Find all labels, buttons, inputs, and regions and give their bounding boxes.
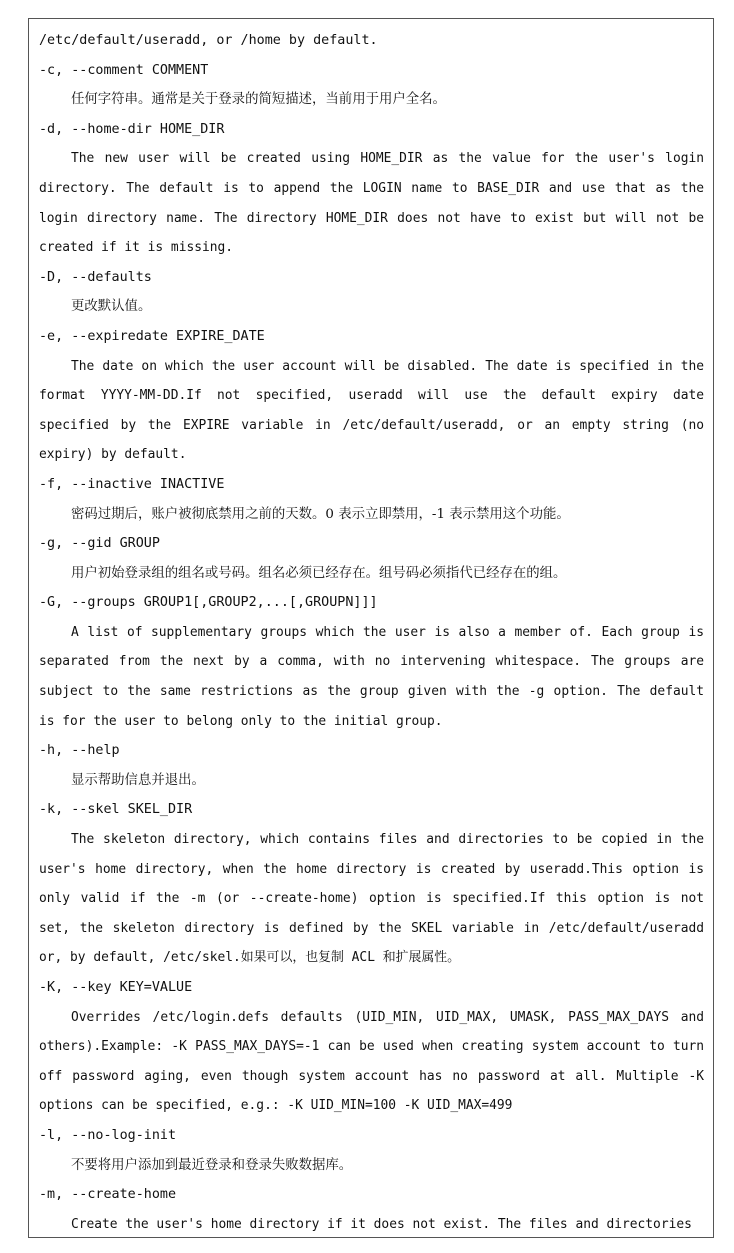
option-description: Overrides /etc/login.defs defaults (UID_MIN, UID_MAX, UMASK, PASS_MAX_DAYS and others).Example: -K PASS_MAX_DAYS=-1 can be used when creating system account to turn off password aging, even though system account has no password at all. Multiple -K options can be specified, e.g.: -K UID_MIN=100 -K UID_MAX=499 [39,1009,704,1114]
option-heading: -D, --defaults [39,269,152,285]
option-heading: -K, --key KEY=VALUE [39,980,193,995]
option-heading: -g, --gid GROUP [39,536,160,552]
option-description-zh: 不要将用户添加到最近登录和登录失败数据库。 [71,1157,353,1173]
option-description-zh: 用户初始登录组的组名或号码。组名必须已经存在。组号码必须指代已经存在的组。 [71,565,567,581]
option-heading: -G, --groups GROUP1[,GROUP2,...[,GROUPN]]] [39,595,378,611]
option-description-zh: 更改默认值。 [71,299,152,315]
option-heading: -l, --no-log-init [39,1127,177,1143]
option-description: Create the user's home directory if it does not exist. The files and directories [71,1216,692,1232]
option-description: A list of supplementary groups which the user is also a member of. Each group is separated from the next by a comma, with no intervening whitespace. The groups are subject to the same restrictions as the group given with the -g option. The default is for the user to belong only to the initial group. [39,624,704,729]
option-description: The date on which the user account will be disabled. The date is specified in the format YYYY-MM-DD.If not specified, useradd will use the default expiry date specified by the EXPIRE variable in /etc/default/useradd, or an empty string (no expiry) by default. [39,358,704,463]
option-heading: -c, --comment COMMENT [39,62,209,78]
option-heading: -f, --inactive INACTIVE [39,476,225,492]
option-heading: -m, --create-home [39,1187,177,1203]
option-heading: -h, --help [39,743,120,759]
document-page [28,18,714,1238]
option-description: The new user will be created using HOME_DIR as the value for the user's login directory. The default is to append the LOGIN name to BASE_DIR and use that as the login directory name. The directory HOME_DIR does not have to exist but will not be created if it is missing. [39,151,704,256]
option-description-zh: 任何字符串。通常是关于登录的简短描述，当前用于用户全名。 [71,92,446,108]
option-heading: -e, --expiredate EXPIRE_DATE [39,328,265,344]
option-description-zh: 显示帮助信息并退出。 [71,772,205,788]
option-description: The skeleton directory, which contains files and directories to be copied in the user's home directory, when the home directory is created by useradd.This option is only valid if the -m (or --create-home) option is specified.If this option is not set, the skeleton directory is defined by the SKEL variable in /etc/default/useradd or, by default, /etc/skel.如果可以，也复制 ACL 和扩展属性。 [39,832,704,966]
option-heading: -k, --skel SKEL_DIR [39,802,193,818]
document-body [29,19,713,1238]
body-text: /etc/default/useradd, or /home by default. [39,33,378,48]
option-heading: -d, --home-dir HOME_DIR [39,121,225,137]
option-description-zh: 密码过期后，账户被彻底禁用之前的天数。0 表示立即禁用，-1 表示禁用这个功能。 [71,506,570,522]
